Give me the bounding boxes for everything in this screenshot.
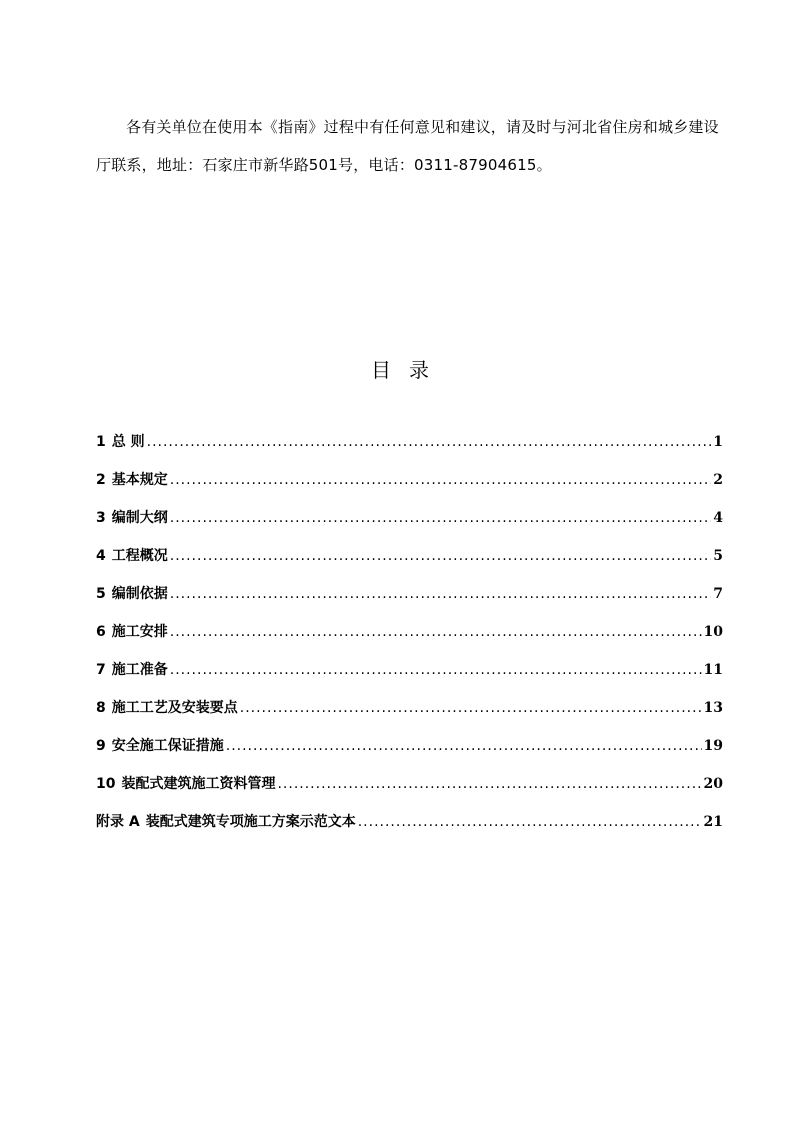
toc-entry-page: 10 [703, 624, 723, 640]
intro-paragraph: 各有关单位在使用本《指南》过程中有任何意见和建议，请及时与河北省住房和城乡建设厅联系，地址：石家庄市新华路501号，电话：0311-87904615。 [96, 118, 719, 174]
toc-dot-leader [170, 662, 702, 678]
toc-entry-label: 装配式建筑施工资料管理 [121, 776, 276, 792]
toc-entry-1[interactable] [96, 431, 723, 469]
toc-entry-label: 装配式建筑专项施工方案示范文本 [145, 814, 356, 830]
toc-entry-number: 7 [96, 662, 106, 678]
toc-title: 目录 [371, 358, 447, 382]
toc-entry-number: 6 [96, 624, 106, 640]
toc-entry-appendix-a[interactable] [96, 811, 723, 849]
toc-entry-page: 11 [703, 662, 723, 678]
toc-entry-page: 4 [713, 510, 723, 526]
toc-entry-2[interactable] [96, 469, 723, 507]
toc-dot-leader [170, 624, 702, 640]
toc-entry-number: 10 [96, 776, 116, 792]
toc-entry-label: 施工准备 [111, 662, 168, 678]
toc-entry-label: 编制大纲 [111, 510, 168, 526]
toc-entry-page: 1 [713, 434, 723, 450]
toc-entry-page: 21 [703, 814, 723, 830]
toc-entry-label: 总 则 [111, 434, 145, 450]
toc-entry-number: 2 [96, 472, 106, 488]
toc-entry-5[interactable] [96, 583, 723, 621]
toc-entry-number: 9 [96, 738, 106, 754]
toc-entry-page: 7 [713, 586, 723, 602]
toc-entry-3[interactable] [96, 507, 723, 545]
toc-dot-leader [170, 510, 712, 526]
table-of-contents [96, 431, 723, 849]
toc-entry-number: 4 [96, 548, 106, 564]
toc-entry-6[interactable] [96, 621, 723, 659]
toc-entry-label: 施工安排 [111, 624, 168, 640]
toc-entry-label: 编制依据 [111, 586, 168, 602]
toc-entry-number: 5 [96, 586, 106, 602]
toc-entry-4[interactable] [96, 545, 723, 583]
toc-dot-leader [277, 776, 701, 792]
toc-entry-7[interactable] [96, 659, 723, 697]
toc-dot-leader [226, 738, 702, 754]
toc-entry-number: 3 [96, 510, 106, 526]
toc-dot-leader [147, 434, 712, 450]
toc-entry-10[interactable] [96, 773, 723, 811]
toc-entry-label: 基本规定 [111, 472, 168, 488]
toc-dot-leader [170, 548, 712, 564]
toc-entry-number: 1 [96, 434, 106, 450]
toc-entry-page: 19 [703, 738, 723, 754]
toc-dot-leader [170, 586, 712, 602]
toc-entry-8[interactable] [96, 697, 723, 735]
toc-entry-page: 20 [703, 776, 723, 792]
toc-entry-page: 2 [713, 472, 723, 488]
toc-entry-number: 8 [96, 700, 106, 716]
toc-dot-leader [170, 472, 712, 488]
toc-entry-page: 5 [713, 548, 723, 564]
toc-entry-label: 安全施工保证措施 [111, 738, 224, 754]
toc-entry-page: 13 [703, 700, 723, 716]
toc-entry-label: 工程概况 [111, 548, 168, 564]
toc-entry-number: 附录 A [96, 814, 140, 830]
toc-entry-9[interactable] [96, 735, 723, 773]
toc-dot-leader [358, 814, 702, 830]
toc-entry-label: 施工工艺及安装要点 [111, 700, 238, 716]
toc-dot-leader [240, 700, 702, 716]
